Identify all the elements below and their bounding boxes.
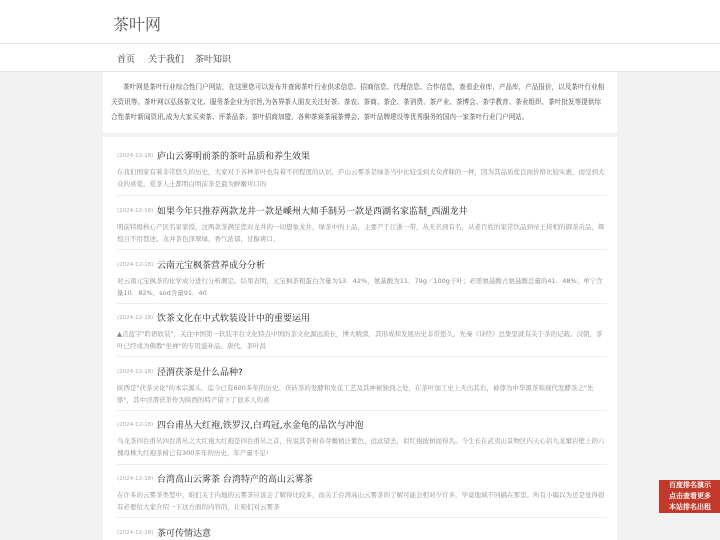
divider	[117, 410, 607, 411]
article-summary: 在我们国家有着非常悠久的历史，大家对于各种茶叶也有着不同程度的认识，庐山云雾茶是绿茶当中比较受到大众青睐的一种，因为其品质优良而价格比较实惠，而受到大众的喜爱。爱茶人士都明白明前茶是最为鲜嫩可口的	[117, 168, 605, 188]
divider	[117, 249, 607, 250]
header-bar	[0, 0, 720, 44]
divider	[117, 195, 607, 196]
divider	[117, 356, 607, 357]
article-summary: 乌龙茶四台甫丛四台甫丛之大红袍大红袍是四台甫丛之首，传说其茶树春芽嫩梢泛紫色，远远望去，似红袍披树而得名。今生长在武夷山景物区内天心岩九龙窠岩壁上的六棵母株大红袍茶树已有300多年的历史，年产量不足!	[117, 437, 605, 457]
nav-about[interactable]: 关于我们	[148, 55, 185, 65]
list-item	[117, 204, 607, 245]
article-summary: 陕西是"茯茶文化"的本宗源头，迄今已有600多年的历史。茯砖茶的发酵和发花工艺及其神秘独到之处，在茶叶加工史上无出其右，被尊为中华黑茶和现代发酵茶之"先驱"，其中泾渭茯茶作为陕西的特产留下了很多人的喜	[117, 384, 594, 404]
article-date: (2024-12-18)	[117, 421, 154, 428]
list-item	[117, 472, 607, 513]
ad-line-2: 点击查看更多	[669, 492, 711, 500]
list-item	[117, 149, 607, 190]
article-list	[103, 137, 617, 540]
ad-line-1: 百度排名演示	[669, 481, 711, 489]
article-title[interactable]: 如果今年只推荐两款龙井一款是嵊州大师手制另一款是西湖名家监制_西湖龙井	[157, 207, 468, 217]
intro-box	[103, 72, 617, 133]
divider	[117, 303, 607, 304]
article-summary: 明前特级核心产区名家家授。这两款茶满足您对龙井的一切想象龙井，绿茶中的上品，主要产于江浙一带，从无名到有名，从老百姓的家常饮品到帝王将相的御茶贡品，辉煌自不用赘述。龙井茶色泽翠绿，香气浓郁，甘醇爽口，	[117, 223, 605, 243]
article-date: (2024-12-18)	[117, 475, 154, 482]
article-title[interactable]: 四台甫丛大红袍,铁罗汉,白鸡冠,水金龟的品饮与冲泡	[157, 421, 364, 431]
article-title[interactable]: 云南元宝枫茶营养成分分析	[157, 261, 266, 271]
divider	[117, 517, 607, 518]
list-item	[117, 311, 607, 352]
article-date: (2024-12-18)	[117, 207, 154, 214]
article-title[interactable]: 饮茶文化在中式软装设计中的重要运用	[157, 314, 311, 324]
article-date: (2024-12-18)	[117, 314, 154, 321]
article-title[interactable]: 台湾高山云雾茶 台湾特产的高山云雾茶	[157, 475, 313, 485]
list-item	[117, 258, 607, 299]
article-summary: ▲点蓝字"聆语软装"，关注中国第一软装平台文化特点中国的茶文化源远流长，博大精深，其形成和发展历史非常悠久。先秦《诗经》总集里就有关于茶的记载。汉朝，茶叶已经成为佛教"坐禅"的专用滋补品。唐代，茶叶昌	[117, 330, 603, 350]
article-summary: 在许多的云雾茶类型中，咱们关于内地的云雾茶应该会了解得比较多，而关于台湾高山云雾茶的了解可能会相对少许多，毕竟地域不同搞在那里。所有小编以为还是觉得很有必要给大家介绍一下这方面的内容的，让咱们对云雾茶	[117, 491, 605, 511]
site-title[interactable]: 茶叶网	[113, 15, 162, 34]
ranking-ad-badge[interactable]	[659, 480, 720, 513]
article-title[interactable]: 泾渭茯茶是什么品种?	[157, 368, 243, 378]
article-summary: 对云南元宝枫茶的化学成分进行分析测定。结果表明，元宝枫茶粗蛋白含量为13．42%，氨基酸为11．79g／100g干叶；必需氨基酸占氨基酸总量的41．48%；单宁含量10．82%，sod含量91．40	[117, 277, 603, 297]
list-item	[117, 418, 607, 459]
nav-home[interactable]: 首页	[117, 55, 136, 65]
nav-tea-knowledge[interactable]: 茶叶知识	[195, 55, 232, 65]
article-date: (2024-12-18)	[117, 261, 154, 268]
article-date: (2024-12-18)	[117, 152, 154, 159]
article-title[interactable]: 茶可传情达意	[157, 529, 212, 539]
article-title[interactable]: 庐山云雾明前茶的茶叶品质和养生效果	[157, 152, 311, 162]
divider	[117, 464, 607, 465]
article-date: (2024-12-18)	[117, 529, 154, 536]
list-item	[117, 526, 607, 539]
intro-text: 茶叶网是茶叶行业综合性门户网站，在这里您可以发布并查阅茶叶行业供求信息、招商信息、代理信息、合作信息，查看企业库，产品库，产品报价，以及茶叶行业相关资讯等。茶叶网以弘扬茶文化、服务茶企业为宗旨,为各界茶人朋友关注好茶、茶农、茶商、茶企、茶消费、茶产业、茶博会、茶学教育、茶业组织、茶叶批发等提供综合性茶叶新闻资讯,成为大家买卖茶、评茶品茶、茶叶招商加盟、各种茶赛茶展茶博会、茶叶品牌建设等优秀服务的国内一家茶叶行业门户网站。	[111, 83, 605, 121]
list-item	[117, 365, 607, 406]
article-date: (2024-12-18)	[117, 368, 154, 375]
nav-bar	[0, 44, 720, 72]
ad-line-3: 本站排名出租	[669, 503, 711, 511]
